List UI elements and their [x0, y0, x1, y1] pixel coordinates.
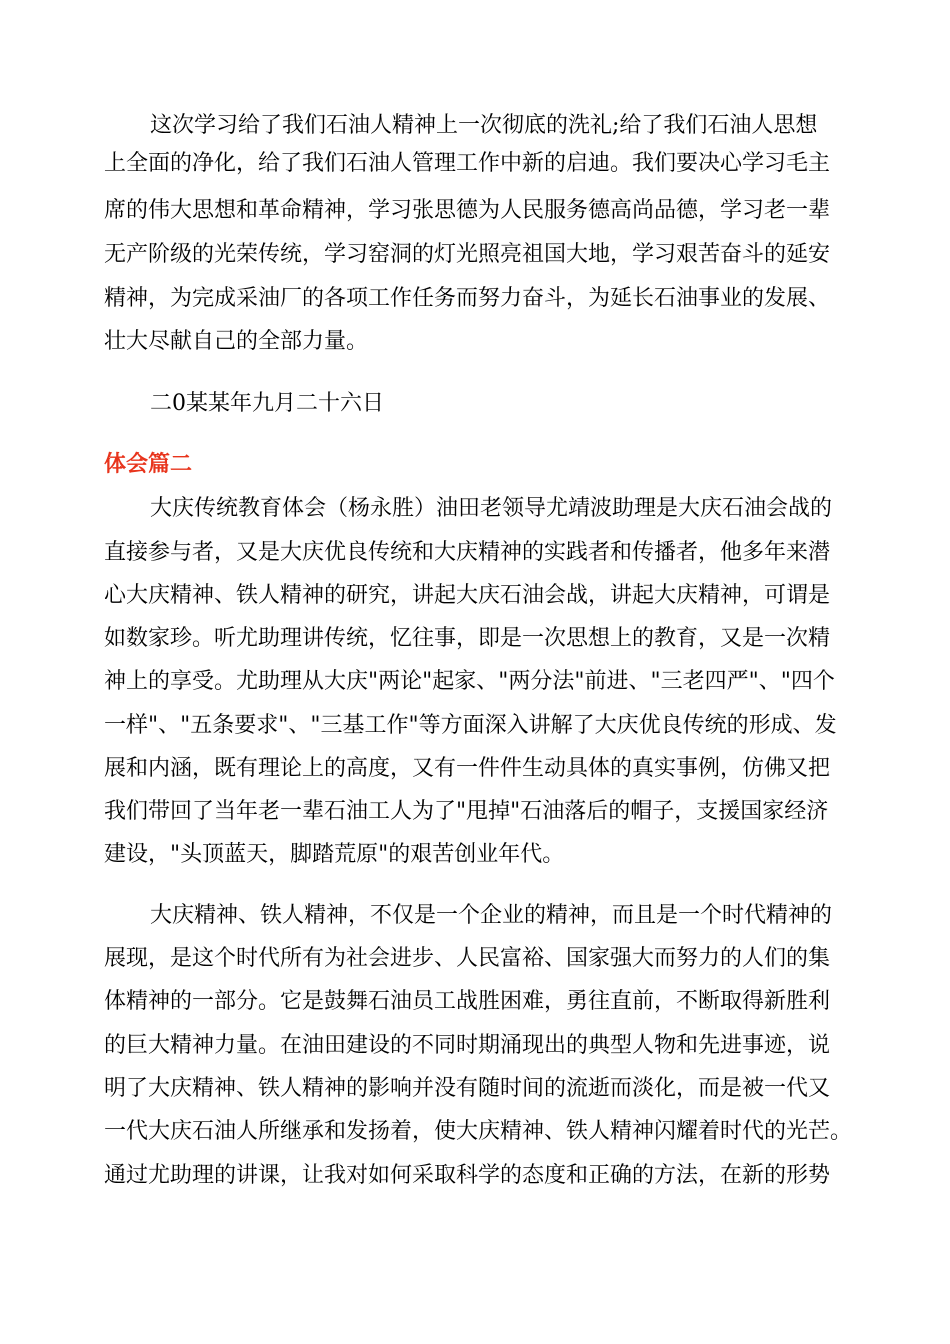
paragraph-line: 上全面的净化，给了我们石油人管理工作中新的启迪。我们要决心学习毛主 [104, 151, 831, 176]
paragraph-line: 展现，是这个时代所有为社会进步、人民富裕、国家强大而努力的人们的集 [104, 946, 831, 971]
paragraph-line: 一样"、"五条要求"、"三基工作"等方面深入讲解了大庆优良传统的形成、发 [104, 713, 837, 738]
paragraph-line: 这次学习给了我们石油人精神上一次彻底的洗礼;给了我们石油人思想 [150, 113, 818, 138]
paragraph-line: 明了大庆精神、铁人精神的影响并没有随时间的流逝而淡化，而是被一代又 [104, 1076, 831, 1101]
paragraph-line: 我们带回了当年老一辈石油工人为了"甩掉"石油落后的帽子，支援国家经济 [104, 799, 829, 824]
paragraph-line: 如数家珍。听尤助理讲传统，忆往事，即是一次思想上的教育，又是一次精 [104, 626, 831, 651]
paragraph-line: 大庆精神、铁人精神，不仅是一个企业的精神，而且是一个时代精神的 [150, 903, 833, 928]
paragraph-line: 席的伟大思想和革命精神，学习张思德为人民服务德高尚品德，学习老一辈 [104, 198, 831, 223]
paragraph-line: 体精神的一部分。它是鼓舞石油员工战胜困难，勇往直前，不断取得新胜利 [104, 989, 831, 1014]
paragraph-line: 神上的享受。尤助理从大庆"两论"起家、"两分法"前进、"三老四严"、"四个 [104, 669, 835, 694]
paragraph-line: 通过尤助理的讲课，让我对如何采取科学的态度和正确的方法，在新的形势 [104, 1163, 831, 1188]
paragraph-line: 大庆传统教育体会（杨永胜）油田老领导尤靖波助理是大庆石油会战的 [150, 496, 833, 521]
section-heading: 体会篇二 [104, 451, 193, 477]
paragraph-line: 展和内涵，既有理论上的高度，又有一件件生动具体的真实事例，仿佛又把 [104, 756, 831, 781]
paragraph-line: 的巨大精神力量。在油田建设的不同时期涌现出的典型人物和先进事迹，说 [104, 1033, 831, 1058]
paragraph-line: 建设，"头顶蓝天，脚踏荒原"的艰苦创业年代。 [104, 842, 565, 867]
paragraph-line: 无产阶级的光荣传统，学习窑洞的灯光照亮祖国大地，学习艰苦奋斗的延安 [104, 242, 831, 267]
paragraph-line: 壮大尽献自己的全部力量。 [104, 329, 369, 354]
paragraph-line: 精神，为完成采油厂的各项工作任务而努力奋斗，为延长石油事业的发展、 [104, 286, 831, 311]
paragraph-line: 心大庆精神、铁人精神的研究，讲起大庆石油会战，讲起大庆精神，可谓是 [104, 583, 831, 608]
date-line: 二0某某年九月二十六日 [150, 391, 384, 416]
paragraph-line: 一代大庆石油人所继承和发扬着，使大庆精神、铁人精神闪耀着时代的光芒。 [104, 1119, 853, 1144]
paragraph-line: 直接参与者，又是大庆优良传统和大庆精神的实践者和传播者，他多年来潜 [104, 540, 831, 565]
